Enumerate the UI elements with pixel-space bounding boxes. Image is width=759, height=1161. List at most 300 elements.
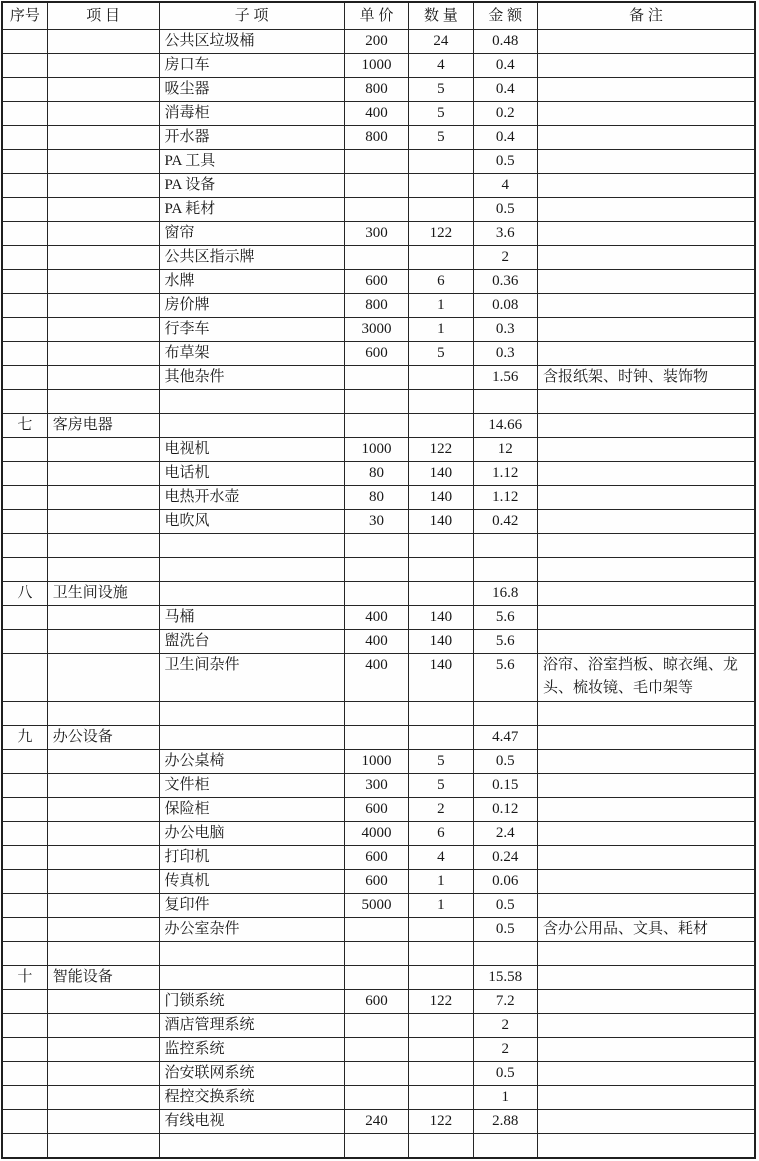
cell-amount xyxy=(473,1134,537,1158)
cell-item xyxy=(47,1134,159,1158)
cell-unit-price: 400 xyxy=(344,102,408,126)
table-row xyxy=(2,894,755,918)
cell-remarks xyxy=(538,630,755,654)
cell-amount xyxy=(473,558,537,582)
cell-sub-item: 门锁系统 xyxy=(159,990,344,1014)
cell-amount: 0.36 xyxy=(473,270,537,294)
cell-item: 智能设备 xyxy=(47,966,159,990)
cell-quantity: 1 xyxy=(409,894,473,918)
cell-remarks xyxy=(538,1038,755,1062)
cell-item xyxy=(47,1038,159,1062)
cell-amount: 4 xyxy=(473,174,537,198)
cell-unit-price: 80 xyxy=(344,462,408,486)
cell-item xyxy=(47,654,159,702)
cell-item xyxy=(47,246,159,270)
table-row xyxy=(2,30,755,54)
cell-item xyxy=(47,822,159,846)
cell-serial-number xyxy=(2,438,47,462)
cell-unit-price xyxy=(344,366,408,390)
cell-item xyxy=(47,1086,159,1110)
cell-unit-price: 600 xyxy=(344,270,408,294)
cell-item xyxy=(47,222,159,246)
cell-quantity: 5 xyxy=(409,774,473,798)
cell-quantity: 140 xyxy=(409,630,473,654)
cell-serial-number xyxy=(2,798,47,822)
cell-amount: 0.5 xyxy=(473,150,537,174)
cell-amount: 1.12 xyxy=(473,486,537,510)
cell-serial-number xyxy=(2,462,47,486)
header-serial-number: 序号 xyxy=(2,2,47,30)
cell-serial-number xyxy=(2,1014,47,1038)
table-row xyxy=(2,966,755,990)
cell-quantity xyxy=(409,174,473,198)
cell-remarks xyxy=(538,78,755,102)
cell-serial-number xyxy=(2,870,47,894)
cell-amount: 0.3 xyxy=(473,342,537,366)
cell-quantity: 5 xyxy=(409,342,473,366)
cell-item xyxy=(47,558,159,582)
cell-quantity: 1 xyxy=(409,294,473,318)
cell-quantity: 6 xyxy=(409,270,473,294)
cell-sub-item: 吸尘器 xyxy=(159,78,344,102)
cell-quantity: 140 xyxy=(409,606,473,630)
cell-amount: 0.4 xyxy=(473,54,537,78)
cell-amount: 15.58 xyxy=(473,966,537,990)
cell-item xyxy=(47,54,159,78)
cell-item xyxy=(47,870,159,894)
cell-sub-item: 其他杂件 xyxy=(159,366,344,390)
cell-sub-item: 房价牌 xyxy=(159,294,344,318)
cell-remarks xyxy=(538,174,755,198)
cell-quantity: 24 xyxy=(409,30,473,54)
cell-serial-number xyxy=(2,750,47,774)
table-row xyxy=(2,78,755,102)
cell-serial-number xyxy=(2,54,47,78)
cell-sub-item: 电视机 xyxy=(159,438,344,462)
cell-sub-item: 文件柜 xyxy=(159,774,344,798)
cell-amount: 2.4 xyxy=(473,822,537,846)
table-row xyxy=(2,990,755,1014)
cell-unit-price: 3000 xyxy=(344,318,408,342)
cell-quantity: 5 xyxy=(409,126,473,150)
cell-remarks xyxy=(538,438,755,462)
cell-amount: 4.47 xyxy=(473,726,537,750)
cell-sub-item: 盥洗台 xyxy=(159,630,344,654)
cell-amount: 1.12 xyxy=(473,462,537,486)
cell-quantity xyxy=(409,150,473,174)
cell-unit-price: 5000 xyxy=(344,894,408,918)
cell-quantity: 5 xyxy=(409,78,473,102)
cell-remarks xyxy=(538,534,755,558)
table-row xyxy=(2,342,755,366)
cell-serial-number xyxy=(2,30,47,54)
cell-item xyxy=(47,630,159,654)
cell-serial-number xyxy=(2,1062,47,1086)
table-row xyxy=(2,630,755,654)
cell-serial-number: 七 xyxy=(2,414,47,438)
cell-amount xyxy=(473,702,537,726)
cell-remarks xyxy=(538,1134,755,1158)
cell-amount: 0.24 xyxy=(473,846,537,870)
table-row xyxy=(2,510,755,534)
cell-item xyxy=(47,78,159,102)
cell-remarks xyxy=(538,1086,755,1110)
cell-quantity xyxy=(409,534,473,558)
cell-quantity: 140 xyxy=(409,654,473,702)
table-row xyxy=(2,222,755,246)
cell-unit-price: 600 xyxy=(344,798,408,822)
table-row xyxy=(2,294,755,318)
cell-remarks xyxy=(538,486,755,510)
cell-remarks xyxy=(538,1014,755,1038)
cell-quantity xyxy=(409,246,473,270)
cell-serial-number xyxy=(2,294,47,318)
cell-sub-item: 打印机 xyxy=(159,846,344,870)
cell-item xyxy=(47,270,159,294)
table-row xyxy=(2,606,755,630)
cell-unit-price xyxy=(344,918,408,942)
cell-quantity: 140 xyxy=(409,486,473,510)
cell-quantity xyxy=(409,1038,473,1062)
cell-unit-price: 400 xyxy=(344,606,408,630)
cell-serial-number xyxy=(2,246,47,270)
cell-item xyxy=(47,1014,159,1038)
table-row xyxy=(2,414,755,438)
cell-amount: 0.2 xyxy=(473,102,537,126)
cell-amount: 0.5 xyxy=(473,918,537,942)
cell-unit-price xyxy=(344,1038,408,1062)
cell-item xyxy=(47,366,159,390)
cell-unit-price xyxy=(344,150,408,174)
cell-item xyxy=(47,294,159,318)
table-row xyxy=(2,726,755,750)
cell-quantity xyxy=(409,198,473,222)
cell-remarks xyxy=(538,606,755,630)
cell-serial-number xyxy=(2,126,47,150)
table-header-row xyxy=(2,2,755,30)
cell-item xyxy=(47,462,159,486)
cell-item xyxy=(47,342,159,366)
cell-remarks xyxy=(538,750,755,774)
cell-sub-item xyxy=(159,702,344,726)
cell-sub-item: 保险柜 xyxy=(159,798,344,822)
cell-quantity: 4 xyxy=(409,846,473,870)
cell-remarks xyxy=(538,942,755,966)
cell-amount: 0.4 xyxy=(473,126,537,150)
cell-serial-number xyxy=(2,1134,47,1158)
cell-remarks xyxy=(538,798,755,822)
cell-quantity: 122 xyxy=(409,1110,473,1134)
cell-unit-price xyxy=(344,942,408,966)
cell-remarks xyxy=(538,774,755,798)
cell-sub-item: 复印件 xyxy=(159,894,344,918)
cell-amount xyxy=(473,534,537,558)
cell-unit-price xyxy=(344,390,408,414)
cell-unit-price: 400 xyxy=(344,630,408,654)
cell-unit-price xyxy=(344,1086,408,1110)
cell-sub-item: PA 工具 xyxy=(159,150,344,174)
cell-quantity: 4 xyxy=(409,54,473,78)
cell-remarks: 含办公用品、文具、耗材 xyxy=(538,918,755,942)
cell-item xyxy=(47,774,159,798)
cell-amount: 0.3 xyxy=(473,318,537,342)
cell-amount: 3.6 xyxy=(473,222,537,246)
cell-item xyxy=(47,390,159,414)
cell-sub-item xyxy=(159,942,344,966)
cell-quantity xyxy=(409,1086,473,1110)
cell-sub-item xyxy=(159,726,344,750)
cell-remarks xyxy=(538,222,755,246)
cell-item xyxy=(47,510,159,534)
cell-item xyxy=(47,702,159,726)
cell-sub-item: 马桶 xyxy=(159,606,344,630)
table-row xyxy=(2,1086,755,1110)
cell-unit-price xyxy=(344,582,408,606)
cell-remarks xyxy=(538,414,755,438)
cell-item: 卫生间设施 xyxy=(47,582,159,606)
header-sub-item: 子 项 xyxy=(159,2,344,30)
cell-item xyxy=(47,126,159,150)
cell-unit-price xyxy=(344,558,408,582)
cell-remarks xyxy=(538,54,755,78)
table-row xyxy=(2,126,755,150)
cell-unit-price xyxy=(344,246,408,270)
cell-unit-price xyxy=(344,198,408,222)
cell-serial-number xyxy=(2,270,47,294)
cell-sub-item xyxy=(159,390,344,414)
cell-item xyxy=(47,990,159,1014)
cell-remarks xyxy=(538,318,755,342)
cell-sub-item: PA 设备 xyxy=(159,174,344,198)
cell-serial-number xyxy=(2,990,47,1014)
cell-sub-item: 酒店管理系统 xyxy=(159,1014,344,1038)
cell-unit-price xyxy=(344,1134,408,1158)
cell-serial-number xyxy=(2,366,47,390)
cell-amount: 7.2 xyxy=(473,990,537,1014)
header-quantity: 数 量 xyxy=(409,2,473,30)
cell-remarks xyxy=(538,870,755,894)
cell-serial-number xyxy=(2,78,47,102)
cell-serial-number: 八 xyxy=(2,582,47,606)
cell-item xyxy=(47,150,159,174)
table-row xyxy=(2,774,755,798)
cell-quantity xyxy=(409,1134,473,1158)
cell-unit-price: 1000 xyxy=(344,54,408,78)
cell-item xyxy=(47,846,159,870)
cell-amount: 0.5 xyxy=(473,1062,537,1086)
cell-remarks xyxy=(538,510,755,534)
cell-serial-number xyxy=(2,918,47,942)
table-row xyxy=(2,822,755,846)
cell-quantity: 5 xyxy=(409,750,473,774)
cell-amount: 1 xyxy=(473,1086,537,1110)
cell-quantity xyxy=(409,1062,473,1086)
header-item: 项 目 xyxy=(47,2,159,30)
cell-unit-price: 600 xyxy=(344,846,408,870)
cell-unit-price: 30 xyxy=(344,510,408,534)
cell-sub-item xyxy=(159,558,344,582)
cell-sub-item: 卫生间杂件 xyxy=(159,654,344,702)
cell-remarks xyxy=(538,582,755,606)
cell-unit-price xyxy=(344,174,408,198)
cell-unit-price: 800 xyxy=(344,294,408,318)
cell-serial-number xyxy=(2,822,47,846)
cell-remarks xyxy=(538,990,755,1014)
cell-quantity: 5 xyxy=(409,102,473,126)
table-row xyxy=(2,486,755,510)
cell-quantity xyxy=(409,366,473,390)
cell-sub-item: 布草架 xyxy=(159,342,344,366)
cell-unit-price: 80 xyxy=(344,486,408,510)
table-row xyxy=(2,102,755,126)
cell-remarks xyxy=(538,126,755,150)
table-row xyxy=(2,870,755,894)
cell-sub-item: 电热开水壶 xyxy=(159,486,344,510)
table-row xyxy=(2,534,755,558)
cell-amount: 2.88 xyxy=(473,1110,537,1134)
cell-item xyxy=(47,1062,159,1086)
cell-serial-number xyxy=(2,606,47,630)
cell-item xyxy=(47,918,159,942)
cell-amount: 2 xyxy=(473,1014,537,1038)
cell-sub-item: 房口车 xyxy=(159,54,344,78)
cell-amount: 5.6 xyxy=(473,630,537,654)
cell-sub-item: 电话机 xyxy=(159,462,344,486)
cell-remarks xyxy=(538,342,755,366)
cell-quantity xyxy=(409,726,473,750)
cell-sub-item: 公共区垃圾桶 xyxy=(159,30,344,54)
cell-serial-number xyxy=(2,774,47,798)
table-row xyxy=(2,270,755,294)
cell-item xyxy=(47,1110,159,1134)
cell-item xyxy=(47,198,159,222)
cell-serial-number xyxy=(2,318,47,342)
cell-sub-item: 行李车 xyxy=(159,318,344,342)
cell-remarks xyxy=(538,102,755,126)
cell-remarks xyxy=(538,390,755,414)
cell-sub-item xyxy=(159,534,344,558)
cell-unit-price: 200 xyxy=(344,30,408,54)
cell-remarks: 含报纸架、时钟、装饰物 xyxy=(538,366,755,390)
cell-amount: 12 xyxy=(473,438,537,462)
cell-amount: 14.66 xyxy=(473,414,537,438)
cell-remarks xyxy=(538,462,755,486)
cell-item xyxy=(47,318,159,342)
cell-serial-number xyxy=(2,486,47,510)
cell-quantity xyxy=(409,918,473,942)
cell-remarks xyxy=(538,894,755,918)
cell-item xyxy=(47,606,159,630)
cell-sub-item: 办公室杂件 xyxy=(159,918,344,942)
cell-amount: 2 xyxy=(473,246,537,270)
cell-item xyxy=(47,102,159,126)
table-row xyxy=(2,798,755,822)
cell-item xyxy=(47,750,159,774)
header-unit-price: 单 价 xyxy=(344,2,408,30)
table-row xyxy=(2,846,755,870)
cell-remarks xyxy=(538,246,755,270)
cell-serial-number xyxy=(2,894,47,918)
cell-item xyxy=(47,534,159,558)
cell-remarks xyxy=(538,30,755,54)
cell-unit-price: 300 xyxy=(344,774,408,798)
table-row xyxy=(2,558,755,582)
cell-amount: 0.5 xyxy=(473,894,537,918)
cell-sub-item xyxy=(159,414,344,438)
cell-amount: 2 xyxy=(473,1038,537,1062)
table-row xyxy=(2,174,755,198)
table-row xyxy=(2,150,755,174)
cell-serial-number xyxy=(2,390,47,414)
cell-amount: 0.12 xyxy=(473,798,537,822)
table-row xyxy=(2,750,755,774)
cell-quantity: 122 xyxy=(409,222,473,246)
cell-quantity: 2 xyxy=(409,798,473,822)
cell-unit-price: 1000 xyxy=(344,750,408,774)
cell-remarks xyxy=(538,150,755,174)
cell-item xyxy=(47,30,159,54)
cell-amount: 0.08 xyxy=(473,294,537,318)
cell-amount: 16.8 xyxy=(473,582,537,606)
cell-sub-item: 办公电脑 xyxy=(159,822,344,846)
cell-quantity xyxy=(409,558,473,582)
cell-quantity: 1 xyxy=(409,870,473,894)
table-row xyxy=(2,918,755,942)
cell-sub-item: 治安联网系统 xyxy=(159,1062,344,1086)
cell-unit-price xyxy=(344,966,408,990)
cell-serial-number xyxy=(2,198,47,222)
cell-sub-item: 窗帘 xyxy=(159,222,344,246)
cell-remarks xyxy=(538,198,755,222)
cell-unit-price: 300 xyxy=(344,222,408,246)
header-remarks: 备 注 xyxy=(538,2,755,30)
table-row xyxy=(2,366,755,390)
cell-unit-price: 600 xyxy=(344,870,408,894)
cell-sub-item: 传真机 xyxy=(159,870,344,894)
cell-quantity xyxy=(409,414,473,438)
cell-remarks xyxy=(538,558,755,582)
cell-unit-price: 240 xyxy=(344,1110,408,1134)
cell-unit-price xyxy=(344,1014,408,1038)
cell-serial-number xyxy=(2,654,47,702)
cell-amount: 0.42 xyxy=(473,510,537,534)
cell-remarks xyxy=(538,1110,755,1134)
cell-remarks xyxy=(538,846,755,870)
table-row xyxy=(2,54,755,78)
cell-sub-item: 水牌 xyxy=(159,270,344,294)
cell-serial-number xyxy=(2,942,47,966)
cell-serial-number xyxy=(2,534,47,558)
table-row xyxy=(2,1110,755,1134)
cell-sub-item: PA 耗材 xyxy=(159,198,344,222)
cell-amount: 0.4 xyxy=(473,78,537,102)
cell-unit-price xyxy=(344,726,408,750)
cell-unit-price: 600 xyxy=(344,990,408,1014)
cell-sub-item xyxy=(159,966,344,990)
cell-amount: 1.56 xyxy=(473,366,537,390)
cell-unit-price: 1000 xyxy=(344,438,408,462)
cell-serial-number xyxy=(2,558,47,582)
cell-remarks: 浴帘、浴室挡板、晾衣绳、龙头、梳妆镜、毛巾架等 xyxy=(538,654,755,702)
cell-sub-item xyxy=(159,582,344,606)
cell-serial-number xyxy=(2,1110,47,1134)
cell-unit-price: 800 xyxy=(344,78,408,102)
cell-item xyxy=(47,486,159,510)
cell-sub-item: 消毒柜 xyxy=(159,102,344,126)
cell-item: 办公设备 xyxy=(47,726,159,750)
cell-serial-number xyxy=(2,1086,47,1110)
cell-serial-number xyxy=(2,846,47,870)
